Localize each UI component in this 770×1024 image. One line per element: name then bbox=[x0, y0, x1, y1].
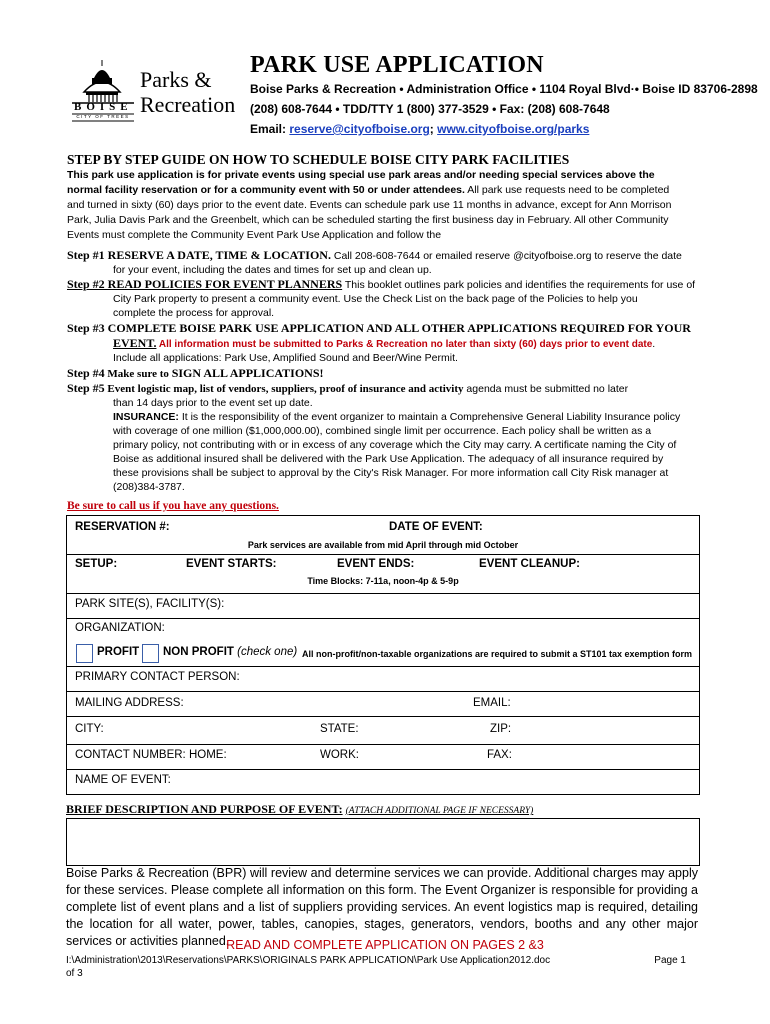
form-row-phone bbox=[67, 745, 699, 770]
nonprofit-checkbox[interactable] bbox=[142, 644, 159, 663]
parks-logo bbox=[72, 58, 247, 128]
email-label: Email: bbox=[250, 122, 287, 136]
logo-subtitle: CITY OF TREES bbox=[76, 114, 130, 119]
closing-paragraph: Boise Parks & Recreation (BPR) will review and determine services we can provide. Additional charges may apply for these services. Please complete all information on this form. The Event Organizer is responsible for providing a complete list of event plans and a list of suppliers providing services. An event logistics map is required, detailing the location for all water, power, tables, canopies, stages, generators, vendors, booths and any other major services or activities planned. bbox=[66, 866, 699, 948]
nonprofit-label: NON PROFIT bbox=[163, 646, 234, 658]
guide-intro bbox=[67, 168, 687, 243]
step-5 bbox=[67, 381, 707, 396]
intro-bold: This park use application is for private events using special use park areas and/or needing special services above the normal facility reservation or for a community event with 50 or under attendees. bbox=[67, 169, 655, 196]
form-row-reservation bbox=[67, 516, 699, 555]
park-sites-label: PARK SITE(S), FACILITY(S): bbox=[75, 598, 225, 610]
nonprofit-tax-note: All non-profit/non-taxable organizations are required to submit a ST101 tax exemption form bbox=[302, 649, 693, 659]
page-title: PARK USE APPLICATION bbox=[250, 52, 544, 78]
event-cleanup-label[interactable]: EVENT CLEANUP: bbox=[479, 558, 580, 570]
primary-contact-label: PRIMARY CONTACT PERSON: bbox=[75, 671, 240, 683]
description-textarea[interactable] bbox=[66, 818, 700, 866]
footer-page: Page 1 bbox=[654, 955, 686, 966]
footer-of: of 3 bbox=[66, 968, 83, 979]
step-4-sign: SIGN ALL APPLICATIONS! bbox=[171, 366, 324, 380]
phone-line: (208) 608-7644 • TDD/TTY 1 (800) 377-3529 • Fax: (208) 608-7648 bbox=[250, 102, 610, 116]
step-3 bbox=[67, 321, 707, 336]
nonprofit-label-group bbox=[163, 646, 297, 658]
footer bbox=[66, 954, 686, 980]
step-1-label: Step #1 RESERVE A DATE, TIME & LOCATION. bbox=[67, 248, 331, 262]
form-row-event-name[interactable] bbox=[67, 770, 699, 793]
description-note: (ATTACH ADDITIONAL PAGE IF NECESSARY) bbox=[345, 806, 534, 816]
step-1-text: Call 208-608-7644 or emailed reserve @cityofboise.org to reserve the date bbox=[330, 250, 682, 262]
zip-label[interactable]: ZIP: bbox=[490, 723, 512, 735]
email-field-label[interactable]: EMAIL: bbox=[473, 697, 511, 709]
form-row-address bbox=[67, 692, 699, 717]
description-heading: BRIEF DESCRIPTION AND PURPOSE OF EVENT: bbox=[66, 802, 343, 816]
date-of-event-label: DATE OF EVENT: bbox=[389, 521, 483, 533]
link-separator: ; bbox=[429, 122, 434, 136]
step-3-dot: . bbox=[652, 338, 656, 350]
step-1 bbox=[67, 248, 707, 263]
guide-title: STEP BY STEP GUIDE ON HOW TO SCHEDULE BOISE CITY PARK FACILITIES bbox=[67, 152, 570, 167]
insurance-text: It is the responsibility of the event organizer to maintain a Comprehensive General Liability Insurance policy with coverage of one million ($1,000,000.00), combined single limit per occurrence. Each policy shall be written as a primary policy, not contributing with or in excess of any coverage which the City may carry. A certificate naming the City of Boise as additional insured shall be delivered with the Park Use Application. The adequacy of all insurance required by these provisions shall be subject to approval by the City's Risk Manager. For more information call City Risk manager at (208)384-3787. bbox=[113, 411, 681, 493]
step-2-cont: City Park property to present a community event. Use the Check List on the back page of the Policies to help you complete the process for approval. bbox=[113, 293, 638, 319]
step-4 bbox=[67, 366, 707, 381]
event-starts-label[interactable]: EVENT STARTS: bbox=[186, 558, 277, 570]
address-line: Boise Parks & Recreation • Administration Office • 1104 Royal Blvd·• Boise ID 83706-2898 bbox=[250, 82, 758, 96]
step-4-make-sure: Make sure to bbox=[104, 368, 172, 380]
form-row-contact-person[interactable] bbox=[67, 667, 699, 692]
step-2-text: This booklet outlines park policies and identifies the requirements for use of bbox=[342, 279, 696, 291]
contact-home-label[interactable]: CONTACT NUMBER: HOME: bbox=[75, 749, 227, 761]
step-5-items: Event logistic map, list of vendors, suppliers, proof of insurance and activity bbox=[104, 383, 464, 395]
form-row-org-type bbox=[67, 640, 699, 667]
form-row-times bbox=[67, 555, 699, 594]
name-of-event-label: NAME OF EVENT: bbox=[75, 774, 171, 786]
step-3-label: Step #3 COMPLETE BOISE PARK USE APPLICATION AND ALL OTHER APPLICATIONS REQUIRED FOR YOUR bbox=[67, 321, 691, 335]
logo-org-line2: Recreation bbox=[140, 92, 236, 117]
mailing-address-label[interactable]: MAILING ADDRESS: bbox=[75, 697, 184, 709]
fax-label[interactable]: FAX: bbox=[487, 749, 512, 761]
logo-org-line1: Parks & bbox=[140, 67, 212, 92]
profit-label: PROFIT bbox=[97, 646, 140, 658]
check-one-note: (check one) bbox=[233, 646, 298, 658]
step-3-deadline: All information must be submitted to Parks & Recreation no later than sixty (60) days prior to event date bbox=[156, 339, 653, 350]
pages-note: READ AND COMPLETE APPLICATION ON PAGES 2 &3 bbox=[226, 938, 544, 952]
step-5-cont: than 14 days prior to the event set up date. bbox=[113, 397, 313, 409]
step-3-cont: Include all applications: Park Use, Amplified Sound and Beer/Wine Permit. bbox=[113, 352, 458, 364]
profit-checkbox[interactable] bbox=[76, 644, 93, 663]
organization-label: ORGANIZATION: bbox=[75, 622, 165, 634]
website-link[interactable]: www.cityofboise.org/parks bbox=[437, 122, 590, 136]
call-us-note: Be sure to call us if you have any questions. bbox=[67, 500, 279, 512]
step-3-line2 bbox=[113, 336, 703, 352]
step-5-text: agenda must be submitted no later bbox=[463, 383, 629, 395]
form-row-park-sites[interactable] bbox=[67, 594, 699, 619]
logo-city: BOISE bbox=[74, 101, 133, 113]
insurance-paragraph bbox=[113, 410, 688, 494]
state-label[interactable]: STATE: bbox=[320, 723, 359, 735]
description-title bbox=[66, 802, 533, 817]
email-link[interactable]: reserve@cityofboise.org bbox=[289, 122, 430, 136]
event-ends-label[interactable]: EVENT ENDS: bbox=[337, 558, 415, 570]
form-row-organization[interactable] bbox=[67, 619, 699, 639]
form-row-city bbox=[67, 717, 699, 745]
reservation-label: RESERVATION #: bbox=[75, 521, 170, 533]
footer-path: I:\Administration\2013\Reservations\PARKS\ORIGINALS PARK APPLICATION\Park Use Application2012.doc bbox=[66, 955, 551, 966]
step-1-cont: for your event, including the dates and times for set up and clean up. bbox=[113, 264, 432, 276]
insurance-label: INSURANCE: bbox=[113, 411, 179, 423]
work-label[interactable]: WORK: bbox=[320, 749, 359, 761]
step-4-label: Step #4 bbox=[67, 366, 105, 380]
contact-line bbox=[250, 122, 589, 136]
step-2-label: Step #2 READ POLICIES FOR EVENT PLANNERS bbox=[67, 277, 343, 291]
season-note: Park services are available from mid April through mid October bbox=[247, 540, 519, 550]
time-blocks-note: Time Blocks: 7-11a, noon-4p & 5-9p bbox=[307, 576, 459, 586]
step-2 bbox=[67, 277, 707, 292]
step-5-label: Step #5 bbox=[67, 381, 105, 395]
application-form bbox=[66, 515, 700, 795]
intro-rest: All park use requests need to be completed and turned in sixty (60) days prior to the event date. Events can schedule park use 11 months in advance, except for Ann Morrison Park, Julia Davis Park and the Greenbelt, which can be scheduled starting the first business day in February. All other Community Events must complete the Community Event Park Use Application and follow the bbox=[67, 184, 672, 241]
setup-label[interactable]: SETUP: bbox=[75, 558, 118, 570]
city-label[interactable]: CITY: bbox=[75, 723, 104, 735]
step-3-label2: EVENT. bbox=[113, 336, 157, 350]
